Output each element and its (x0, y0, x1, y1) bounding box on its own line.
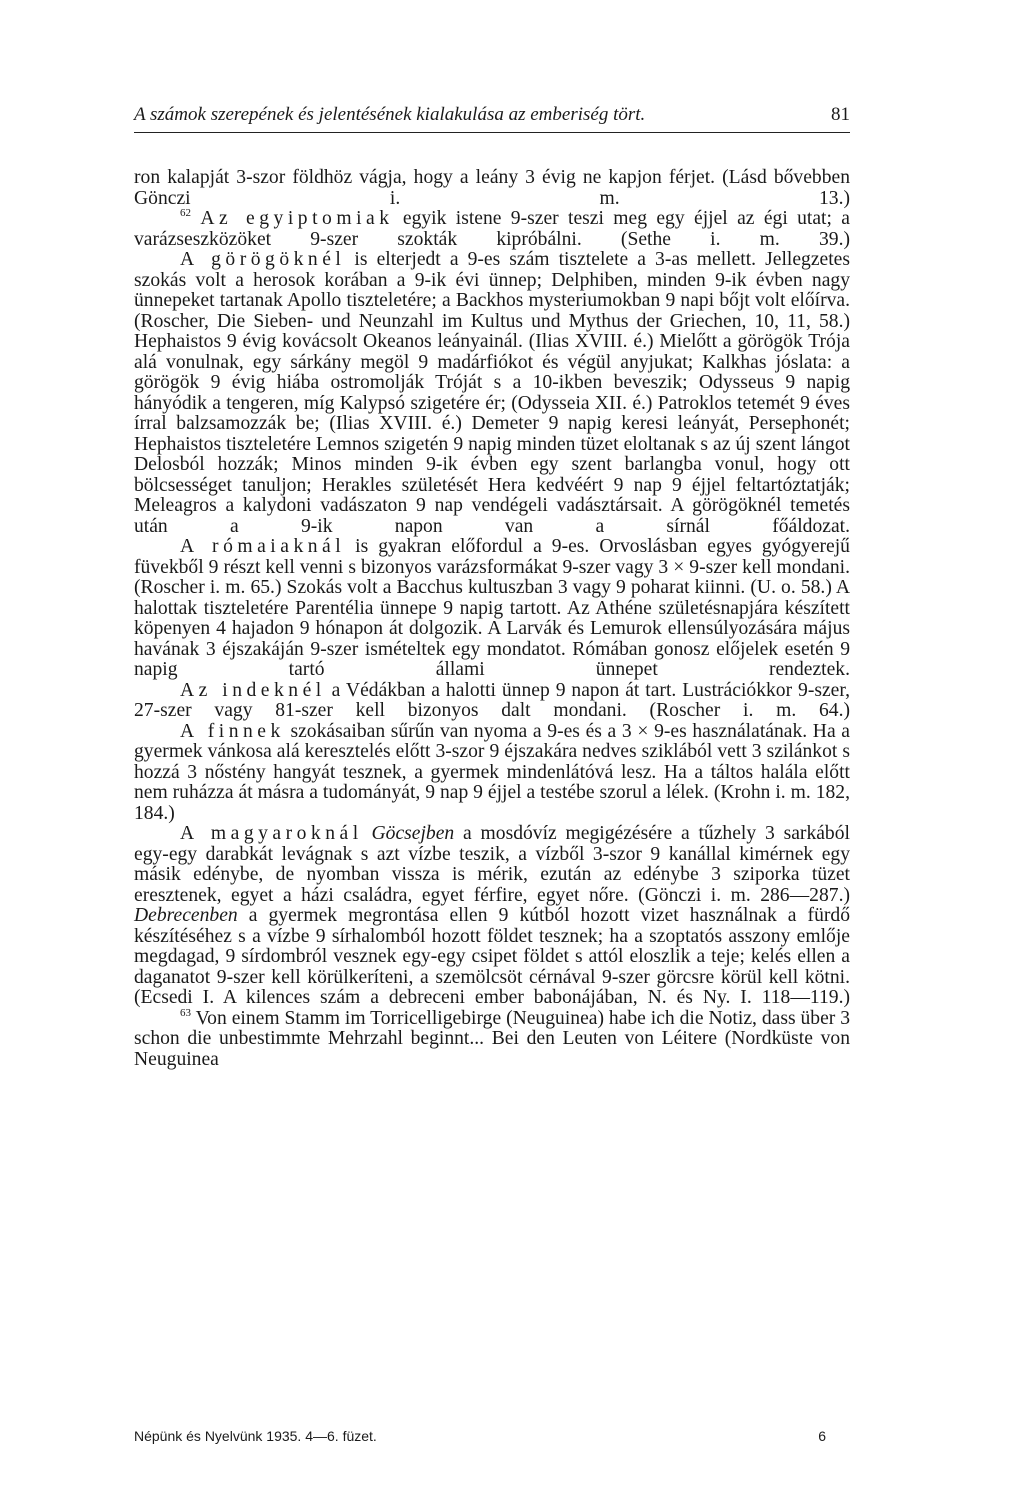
paragraph-8-text: Von einem Stamm im Torricelligebirge (Neuguinea) habe ich die Notiz, dass über 3 schon die unbestimmte Mehrzahl beginnt... Bei den Leuten von Léitere (Nordküste von Neuguinea (134, 1007, 850, 1070)
spaced-heading-finnek: A finnek (180, 720, 285, 742)
paragraph-2-text: egyik istene 9-szer teszi meg egy éjjel az égi utat; a varázseszközöket 9-szer szokták kipróbálni. (Sethe i. m. 39.) (134, 208, 850, 250)
page-footer (134, 1426, 850, 1446)
paragraph-7-text-a: a mosdóvíz megigézésére a tűzhely 3 sarkából egy-egy darabkát levágnak s azt vízbe teszik, a vízből 3-szor 9 kanállal kimérnek egy másik edénybe, de nyomban vissza is mérik, ezután az edénybe 3 sziporka tüzet eresztenek, egyet a házi családra, egyet férfire, egyet nőre. (Gönczi i. m. 286—287.) (134, 823, 850, 906)
paragraph-2 (134, 209, 850, 250)
paragraph-7 (134, 824, 850, 1009)
paragraph-7-text-b: a gyermek megrontása ellen 9 kútból hozott vizet használnak a fürdő készítéséhez s a vízbe 9 sírhalomból hozott földet tesznek; ha a szoptatós asszony emlője megdagad, 9 sírdombról vesznek egy-egy csipet földet s attól eloszlik a teje; kelés ellen a daganatot 9-szer kell körülkeríteni, a szemölcsöt cérnával 9-szer görcsre körül kell kötni. (Ecsedi I. A kilences szám a debreceni ember babonájában, N. és Ny. I. 118—119.) (134, 905, 850, 1008)
spaced-heading-gorogok: A görögöknél (180, 249, 346, 270)
paragraph-6-text: szokásaiban sűrűn van nyoma a 9-es és a 3 × 9-es használatának. Ha a gyermek vánkosa alá keresztelés előtt 3-szor 9 éjszakára nedves sziklából vett 3 szilánkot s hozzá 3 nőstény hangyát tesznek, a gyermek mindenlátóvá lesz. Ha a táltos halála előtt nem ruházza át másra a tudományát, 9 nap 9 éjjel a testébe szorul a lélek. (Krohn i. m. 182, 184.) (134, 720, 851, 824)
running-head (134, 102, 850, 128)
italic-gocsejben: Göcsejben (371, 823, 455, 844)
paragraph-5 (134, 681, 850, 722)
footnote-marker-62: 62 (180, 207, 191, 219)
body-text (134, 168, 850, 1070)
page-number: 81 (831, 104, 850, 125)
spaced-heading-indek: Az indeknél (180, 679, 326, 701)
paragraph-4 (134, 537, 850, 681)
spaced-heading-magyarok: A magyaroknál (180, 823, 363, 844)
paragraph-5-text: a Védákban a halotti ünnep 9 napon át tart. Lustrációkkor 9-szer, 27-szer vagy 81-szer kell bizonyos dalt mondani. (Roscher i. m. 64.) (134, 679, 851, 721)
footnote-marker-63: 63 (180, 1006, 191, 1019)
spaced-heading-egyiptomiak: Az egyiptomiak (200, 208, 394, 229)
paragraph-1 (134, 168, 850, 209)
footer-journal: Népünk és Nyelvünk 1935. 4—6. füzet. (134, 1428, 377, 1444)
footer-signature: 6 (818, 1428, 826, 1444)
header-rule (134, 132, 850, 133)
paragraph-6 (134, 722, 850, 825)
paragraph-1-text: ron kalapját 3-szor földhöz vágja, hogy a leány 3 évig ne kapjon férjet. (Lásd bővebben Gönczi i. m. 13.) (134, 167, 850, 209)
paragraph-3 (134, 250, 850, 537)
spaced-heading-romaiak: A rómaiaknál (180, 536, 346, 557)
paragraph-3-text: is elterjedt a 9-es szám tisztelete a 3-as mellett. Jellegzetes szokás volt a herosok korában a 9-ik évi ünnep; Delphiben, minden 9-ik évben nagy ünnepeket tartanak Apollo tiszteletére; a Backhos mysteriumokban 9 napi bőjt volt előírva. (Roscher, Die Sieben- und Neunzahl im Kultus und Mythus der Griechen, 10, 11, 58.) Hephaistos 9 évig kovácsolt Okeanos leányainál. (Ilias XVIII. é.) Mielőtt a görögök Trója alá vonulnak, egy sárkány megöl 9 madárfiókot és végül anyjukat; Kalkhas jóslata: a görögök 9 évig hiába ostromolják Tróját s a 10-ikben beveszik; Odysseus 9 napig hányódik a tengeren, míg Kalypsó szigetére ér; (Odysseia XII. é.) Patroklos tetemét 9 éves írral balzsamozzák be; (Ilias XVIII. é.) Demeter 9 napig keresi leányát, Persephonét; Hephaistos tiszteletére Lemnos szigetén 9 napig minden tüzet eloltanak s az új szent lángot Delosból hozzák; Minos minden 9-ik évben egy szent barlangba vonul, hogy ott bölcsességet tanuljon; Herakles születését Hera kedvéért 9 nap 9 éjjel feltartóztatják; Meleagros a kalydoni vadászaton 9 nap vendégeli vadásztársait. A görögöknél temetés után a 9-ik napon van a sírnál főáldozat. (134, 249, 850, 537)
paragraph-8 (134, 1006, 850, 1071)
running-title: A számok szerepének és jelentésének kialakulása az emberiség tört. (134, 104, 646, 125)
paragraph-4-text: is gyakran előfordul a 9-es. Orvoslásban egyes gyógyerejű füvekből 9 részt kell venni s bizonyos varázsformákat 9-szer vagy 3 × 9-szer kell mondani. (Roscher i. m. 65.) Szokás volt a Bacchus kultuszban 3 vagy 9 poharat kiinni. (U. o. 58.) A halottak tiszteletére Parentélia ünnepe 9 napig tartott. Az Athéne születésnapjára készített köpenyen 4 hajadon 9 hónapon át dolgozik. A Larvák és Lemurok ellensúlyozására május havának 3 éjszakáján 9-szer ismételtek egy mondatot. Rómában gonosz előjelek esetén 9 napig tartó állami ünnepet rendeztek. (134, 536, 850, 680)
italic-debrecenben: Debrecenben (134, 905, 238, 926)
